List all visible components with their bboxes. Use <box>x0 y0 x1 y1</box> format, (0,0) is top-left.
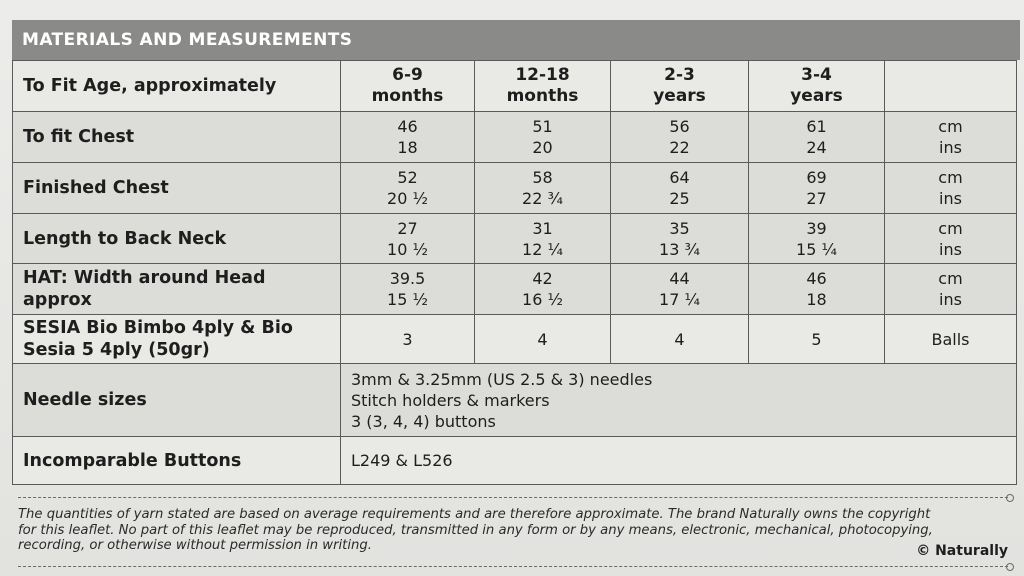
cell-value: 44 17 ¼ <box>611 264 749 315</box>
cell-value: 52 20 ½ <box>341 163 475 214</box>
table-row <box>13 163 1017 214</box>
cell-value: 35 13 ¾ <box>611 214 749 264</box>
cell-value: 64 25 <box>611 163 749 214</box>
row-label: Needle sizes <box>13 364 341 437</box>
unit-header-empty <box>885 61 1017 112</box>
size-header: 3-4 years <box>749 61 885 112</box>
age-label: To Fit Age, approximately <box>13 61 341 112</box>
cell-value: 69 27 <box>749 163 885 214</box>
table-row <box>13 315 1017 364</box>
cut-line-top <box>18 497 1008 498</box>
section-title: MATERIALS AND MEASUREMENTS <box>12 20 1020 60</box>
row-label: Finished Chest <box>13 163 341 214</box>
cell-value: 56 22 <box>611 112 749 163</box>
table-row <box>13 437 1017 485</box>
table-row <box>13 214 1017 264</box>
cell-value: 5 <box>749 315 885 364</box>
cell-value: 4 <box>611 315 749 364</box>
cell-value: 4 <box>475 315 611 364</box>
cell-value: 46 18 <box>749 264 885 315</box>
copyright-brand: © Naturally <box>916 543 1008 559</box>
size-header: 6-9 months <box>341 61 475 112</box>
row-label: To fit Chest <box>13 112 341 163</box>
cell-value: 31 12 ¼ <box>475 214 611 264</box>
cell-value: 39 15 ¼ <box>749 214 885 264</box>
row-label: HAT: Width around Head approx <box>13 264 341 315</box>
row-label: SESIA Bio Bimbo 4ply & Bio Sesia 5 4ply (50gr) <box>13 315 341 364</box>
unit-cell: cm ins <box>885 112 1017 163</box>
measurements-table <box>12 60 1017 485</box>
cell-value: 39.5 15 ½ <box>341 264 475 315</box>
cell-value: 61 24 <box>749 112 885 163</box>
cell-value: 51 20 <box>475 112 611 163</box>
disclaimer-text: The quantities of yarn stated are based on average requirements and are therefore approximate. The brand Naturally owns the copyright for this leaflet. No part of this leaflet may be reproduced, transmitted in any form or by any means, electronic, mechanical, photocopying, recording, or otherwise without permission in writing. <box>18 507 933 553</box>
unit-cell: cm ins <box>885 163 1017 214</box>
size-header: 2-3 years <box>611 61 749 112</box>
cell-value: 3 <box>341 315 475 364</box>
unit-cell: cm ins <box>885 264 1017 315</box>
row-label: Incomparable Buttons <box>13 437 341 485</box>
cell-value: 46 18 <box>341 112 475 163</box>
buttons-info: L249 & L526 <box>341 437 1017 485</box>
cell-value: 27 10 ½ <box>341 214 475 264</box>
table-row <box>13 364 1017 437</box>
cut-line-bottom <box>18 566 1008 567</box>
needles-info: 3mm & 3.25mm (US 2.5 & 3) needles Stitch holders & markers 3 (3, 4, 4) buttons <box>341 364 1017 437</box>
table-row <box>13 112 1017 163</box>
table-header-row <box>13 61 1017 112</box>
size-header: 12-18 months <box>475 61 611 112</box>
row-label: Length to Back Neck <box>13 214 341 264</box>
cell-value: 58 22 ¾ <box>475 163 611 214</box>
cell-value: 42 16 ½ <box>475 264 611 315</box>
table-row <box>13 264 1017 315</box>
unit-cell: Balls <box>885 315 1017 364</box>
unit-cell: cm ins <box>885 214 1017 264</box>
